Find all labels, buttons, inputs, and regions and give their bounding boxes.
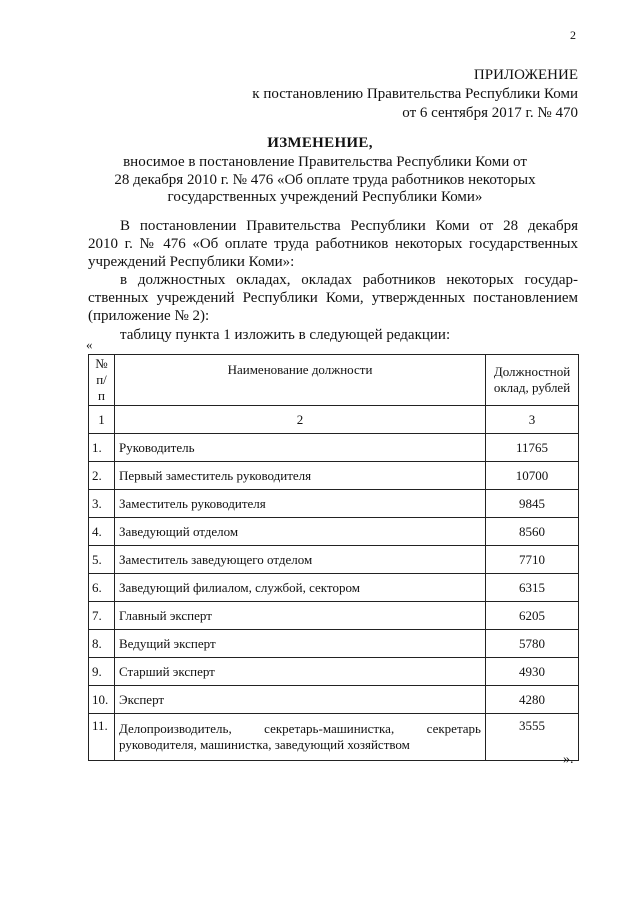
row-number: 9.: [89, 658, 115, 686]
row-salary: 9845: [486, 490, 579, 518]
subtitle-line: 28 декабря 2010 г. № 476 «Об оплате труда работников некоторых: [114, 171, 536, 188]
appendix-header: [252, 66, 578, 123]
row-position: Заместитель заведующего отделом: [115, 546, 486, 574]
table-row: [89, 490, 579, 518]
row-position: Руководитель: [115, 434, 486, 462]
table-row: [89, 602, 579, 630]
row-salary: 10700: [486, 462, 579, 490]
table-row: [89, 714, 579, 761]
subtitle-line: государственных учреждений Республики Коми»: [167, 189, 483, 205]
paragraph-line: таблицу пункта 1 изложить в следующей редакции:: [120, 327, 451, 343]
header-number-line: п/п: [96, 372, 107, 403]
row-salary: 6315: [486, 574, 579, 602]
table-index-row: [89, 406, 579, 434]
document-title: ИЗМЕНЕНИЕ,: [267, 135, 373, 151]
table-row: [89, 630, 579, 658]
appendix-label: ПРИЛОЖЕНИЕ: [473, 67, 578, 83]
header-position-name: Наименование должности: [115, 355, 486, 406]
row-number: 11.: [89, 714, 115, 761]
row-salary: 4930: [486, 658, 579, 686]
table-row: [89, 462, 579, 490]
row-salary: 5780: [486, 630, 579, 658]
header-salary-line: Должностной: [493, 364, 571, 379]
row-number: 2.: [89, 462, 115, 490]
row-position: Заведующий филиалом, службой, сектором: [115, 574, 486, 602]
row-position: Главный эксперт: [115, 602, 486, 630]
row-salary: 8560: [486, 518, 579, 546]
row-number: 7.: [89, 602, 115, 630]
row-number: 3.: [89, 490, 115, 518]
document-subtitle: [100, 154, 550, 207]
paragraph-salaries: [88, 271, 578, 325]
table-row: [89, 518, 579, 546]
row-salary: 7710: [486, 546, 579, 574]
page-number: 2: [570, 28, 576, 42]
row-position: Ведущий эксперт: [115, 630, 486, 658]
header-salary: [486, 355, 579, 406]
row-number: 5.: [89, 546, 115, 574]
row-number: 1.: [89, 434, 115, 462]
header-number: [89, 355, 115, 406]
row-salary: 11765: [486, 434, 579, 462]
table-row: [89, 686, 579, 714]
index-cell: 1: [89, 406, 115, 434]
row-position: Заместитель руководителя: [115, 490, 486, 518]
row-position: Старший эксперт: [115, 658, 486, 686]
salary-table: [88, 354, 579, 761]
paragraph-line: (приложение № 2):: [88, 308, 210, 324]
appendix-date: от 6 сентября 2017 г. № 470: [402, 105, 578, 121]
row-number: 8.: [89, 630, 115, 658]
paragraph-line: 2010 г. № 476 «Об оплате труда работников некоторых государственных: [88, 236, 578, 252]
quote-close: ».: [563, 752, 574, 767]
table-header-row: [89, 355, 579, 406]
paragraph-line: В постановлении Правительства Республики Коми от 28 декабря: [120, 218, 578, 234]
row-number: 10.: [89, 686, 115, 714]
paragraph-line: ственных учреждений Республики Коми, утвержденных постановлением: [88, 290, 578, 306]
subtitle-line: вносимое в постановление Правительства Республики Коми от: [123, 154, 527, 170]
header-number-line: №: [95, 356, 108, 371]
row-position: Эксперт: [115, 686, 486, 714]
quote-open: «: [86, 337, 93, 352]
row-salary: 6205: [486, 602, 579, 630]
row-number: 6.: [89, 574, 115, 602]
table-row: [89, 434, 579, 462]
row-salary: 3555: [486, 714, 579, 761]
header-salary-line: оклад, рублей: [493, 380, 571, 395]
paragraph-table-intro: [88, 326, 578, 344]
table-row: [89, 658, 579, 686]
row-position: Первый заместитель руководителя: [115, 462, 486, 490]
row-position: Делопроизводитель, секретарь-машинистка, секретарь руководителя, машинистка, заведующий хозяйством: [115, 714, 486, 761]
paragraph-line: в должностных окладах, окладах работников некоторых государ-: [120, 272, 578, 288]
row-salary: 4280: [486, 686, 579, 714]
index-cell: 3: [486, 406, 579, 434]
table-row: [89, 574, 579, 602]
appendix-resolution: к постановлению Правительства Республики Коми: [252, 86, 578, 102]
row-number: 4.: [89, 518, 115, 546]
table-row: [89, 546, 579, 574]
index-cell: 2: [115, 406, 486, 434]
row-position: Заведующий отделом: [115, 518, 486, 546]
paragraph-line: учреждений Республики Коми»:: [88, 254, 295, 270]
paragraph-intro: [88, 217, 578, 271]
